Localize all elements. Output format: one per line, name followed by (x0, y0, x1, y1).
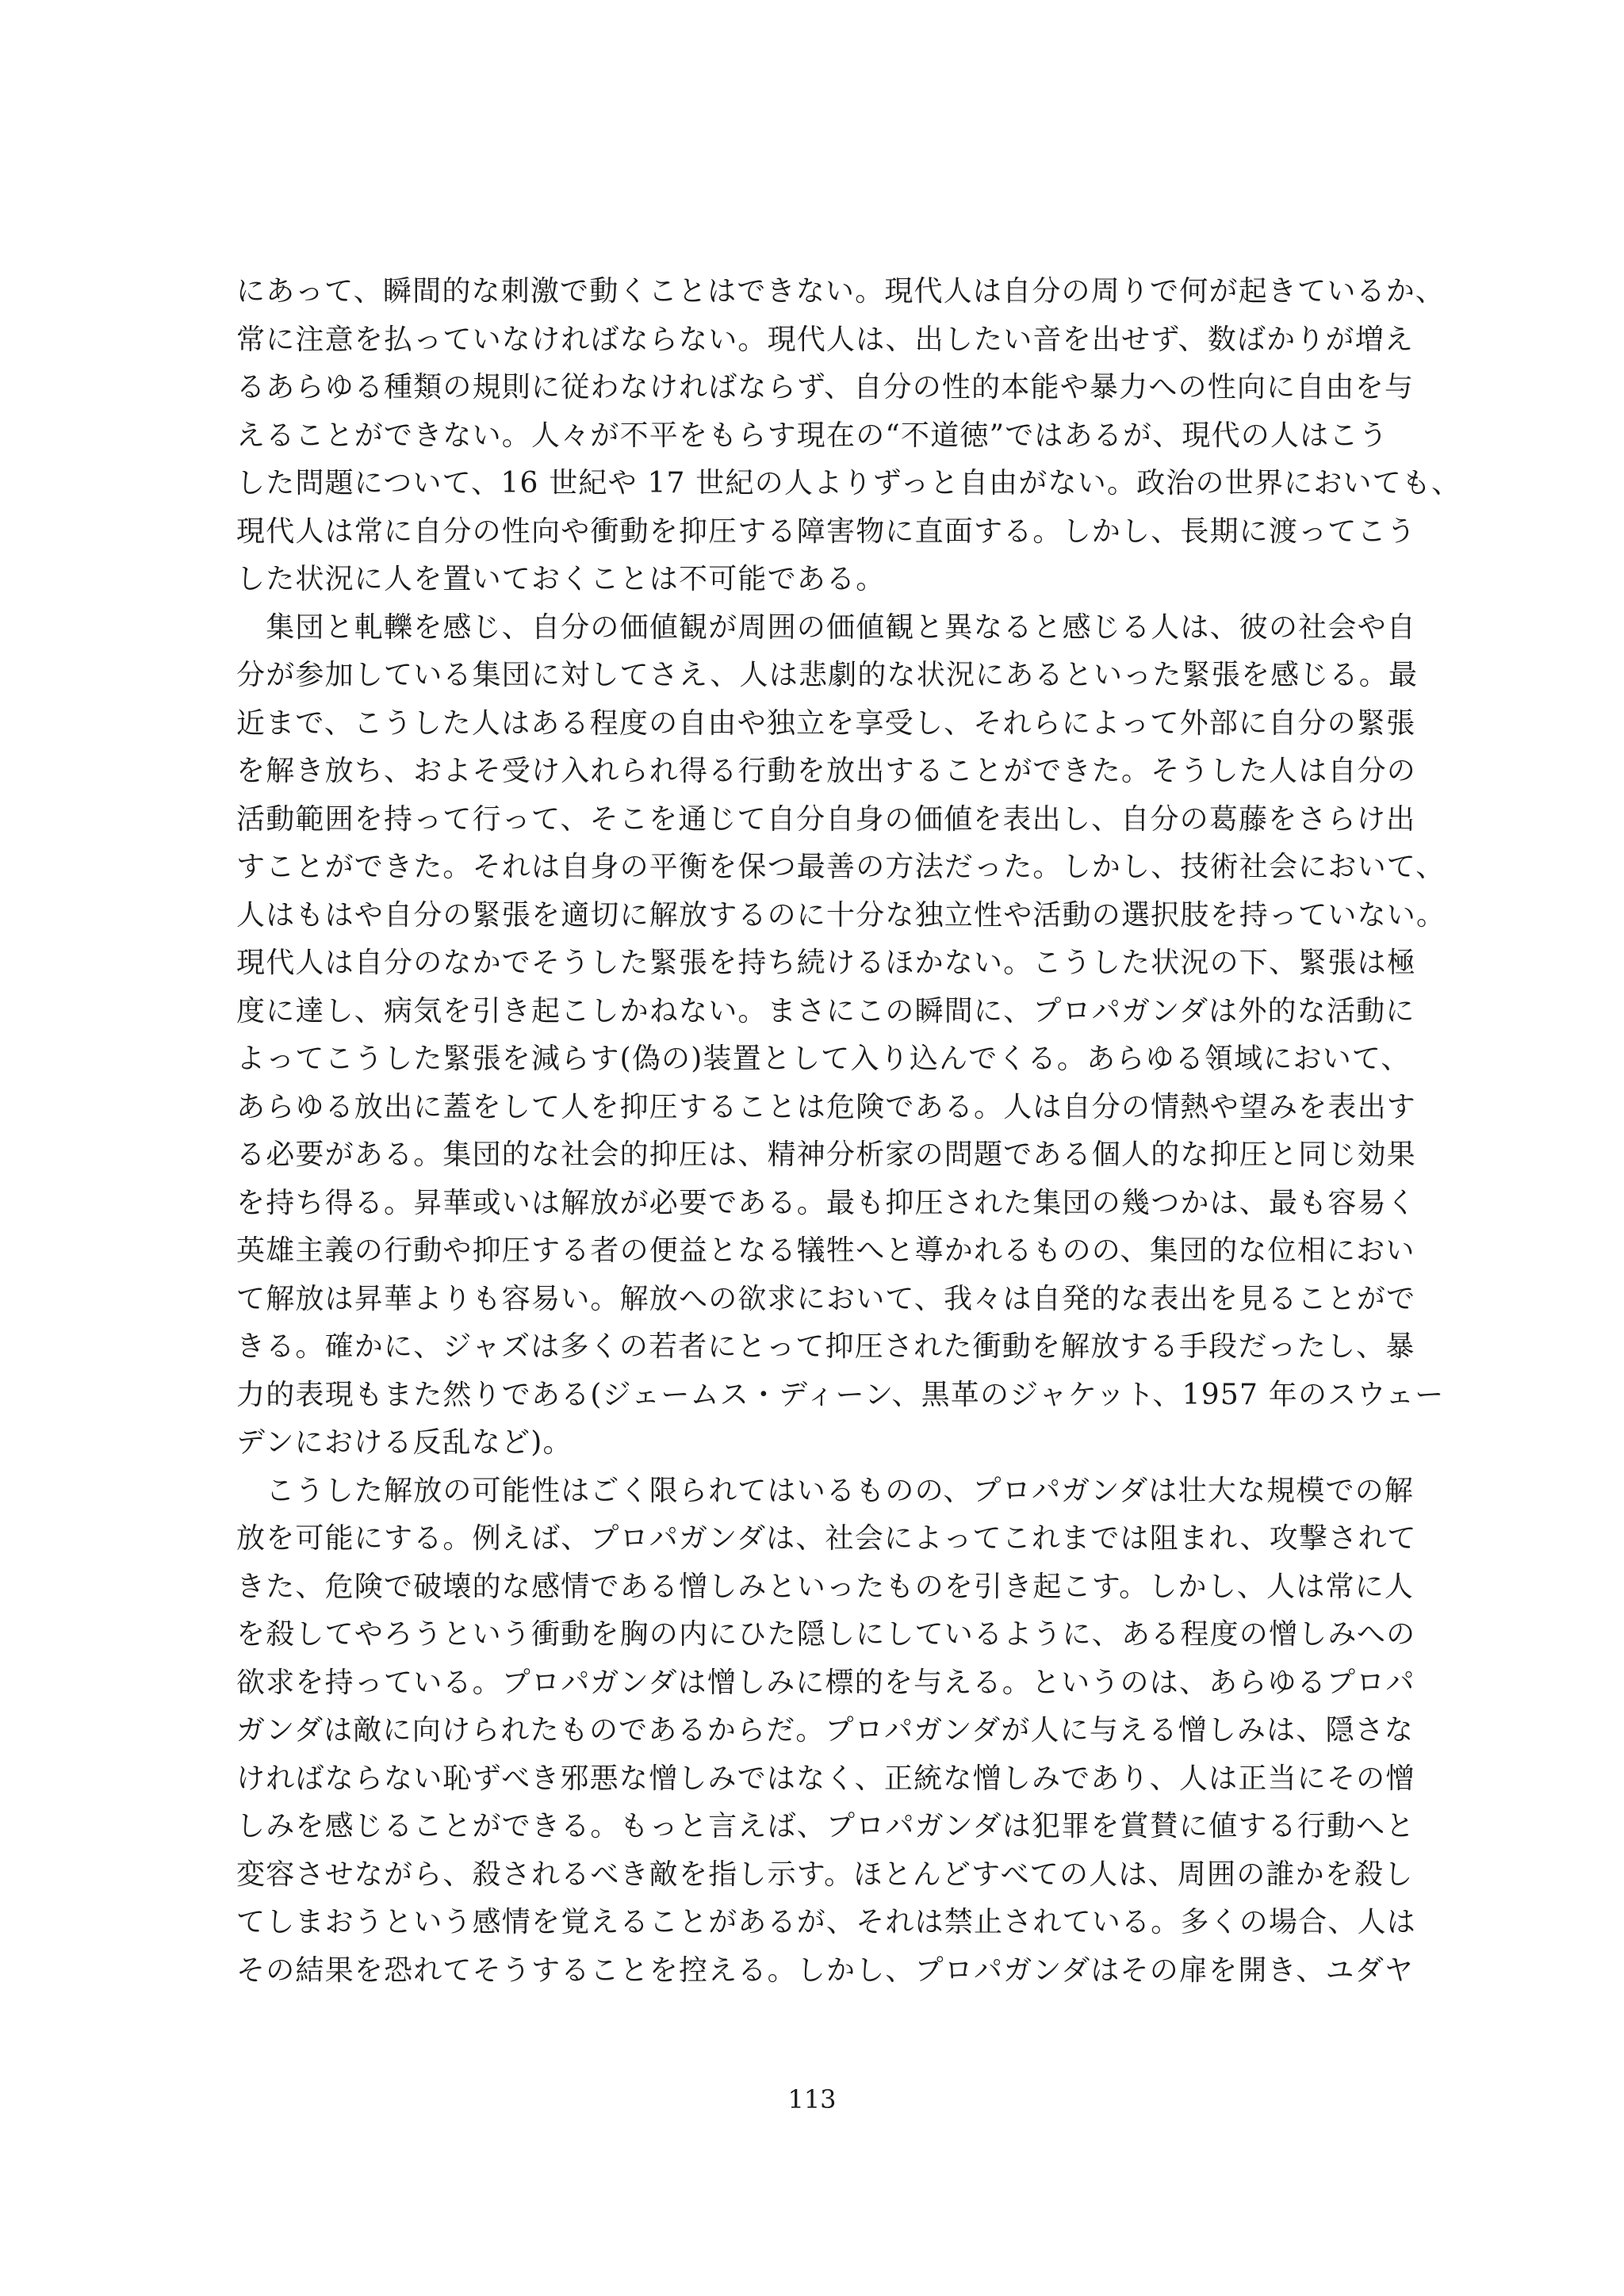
page-number: 113 (787, 2084, 837, 2114)
text-line: よってこうした緊張を減らす(偽の)装置として入り込んでくる。あらゆる領域において、 (236, 1043, 1411, 1075)
text-line: 欲求を持っている。プロパガンダは憎しみに標的を与える。というのは、あらゆるプロパ (236, 1666, 1415, 1699)
text-line: にあって、瞬間的な刺激で動くことはできない。現代人は自分の周りで何が起きているか、 (236, 275, 1446, 308)
text-line: る必要がある。集団的な社会的抑圧は、精神分析家の問題である個人的な抑圧と同じ効果 (236, 1138, 1417, 1171)
text-line: ければならない恥ずべき邪悪な憎しみではなく、正統な憎しみであり、人は正当にその憎 (236, 1762, 1415, 1795)
text-line: るあらゆる種類の規則に従わなければならず、自分の性的本能や暴力への性向に自由を与 (236, 371, 1415, 404)
text-line: 英雄主義の行動や抑圧する者の便益となる犠牲へと導かれるものの、集団的な位相におい (236, 1234, 1415, 1267)
text-line: て解放は昇華よりも容易い。解放への欲求において、我々は自発的な表出を見ることがで (236, 1282, 1416, 1315)
text-line: した状況に人を置いておくことは不可能である。 (236, 563, 886, 595)
text-line: 現代人は常に自分の性向や衝動を抑圧する障害物に直面する。しかし、長期に渡ってこう (236, 515, 1417, 548)
text-line: を殺してやろうという衝動を胸の内にひた隠しにしているように、ある程度の憎しみへの (236, 1618, 1416, 1651)
text-line: を解き放ち、およそ受け入れられ得る行動を放出することができた。そうした人は自分の (236, 755, 1417, 787)
text-line: 放を可能にする。例えば、プロパガンダは、社会によってこれまでは阻まれ、攻撃されて (236, 1522, 1417, 1555)
text-line: 集団と軋轢を感じ、自分の価値観が周囲の価値観と異なると感じる人は、彼の社会や自 (236, 610, 1417, 644)
text-line: 分が参加している集団に対してさえ、人は悲劇的な状況にあるといった緊張を感じる。最 (236, 659, 1419, 691)
body-text (236, 268, 1461, 1995)
text-line: した問題について、16 世紀や 17 世紀の人よりずっと自由がない。政治の世界においても、 (236, 467, 1461, 499)
text-line: きた、危険で破壊的な感情である憎しみといったものを引き起こす。しかし、人は常に人 (236, 1570, 1415, 1603)
text-line: 現代人は自分のなかでそうした緊張を持ち続けるほかない。こうした状況の下、緊張は極 (236, 947, 1417, 979)
text-line: その結果を恐れてそうすることを控える。しかし、プロパガンダはその扉を開き、ユダヤ (236, 1954, 1415, 1987)
text-line: 力的表現もまた然りである(ジェームス・ディーン、黒革のジャケット、1957 年のスウェー (236, 1378, 1445, 1411)
text-line: すことができた。それは自身の平衡を保つ最善の方法だった。しかし、技術社会において、 (236, 851, 1446, 883)
text-line: ガンダは敵に向けられたものであるからだ。プロパガンダが人に与える憎しみは、隠さな (236, 1714, 1415, 1747)
text-line: てしまおうという感情を覚えることがあるが、それは禁止されている。多くの場合、人は (236, 1906, 1417, 1938)
text-line: 度に達し、病気を引き起こしかねない。まさにこの瞬間に、プロパガンダは外的な活動に (236, 994, 1415, 1027)
text-line: 近まで、こうした人はある程度の自由や独立を享受し、それらによって外部に自分の緊張 (236, 706, 1416, 740)
text-line: を持ち得る。昇華或いは解放が必要である。最も抑圧された集団の幾つかは、最も容易く (236, 1186, 1417, 1219)
text-line: きる。確かに、ジャズは多くの若者にとって抑圧された衝動を解放する手段だったし、暴 (236, 1330, 1415, 1363)
text-line: しみを感じることができる。もっと言えば、プロパガンダは犯罪を賞賛に値する行動へと (236, 1810, 1415, 1843)
text-line: こうした解放の可能性はごく限られてはいるものの、プロパガンダは壮大な規模での解 (236, 1474, 1415, 1507)
text-line: デンにおける反乱など)。 (236, 1426, 573, 1459)
text-line: えることができない。人々が不平をもらす現在の“不道徳”ではあるが、現代の人はこう (236, 419, 1388, 452)
text-line: 変容させながら、殺されるべき敵を指し示す。ほとんどすべての人は、周囲の誰かを殺し (236, 1858, 1414, 1891)
text-line: 常に注意を払っていなければならない。現代人は、出したい音を出せず、数ばかりが増え (236, 323, 1415, 356)
text-line: 活動範囲を持って行って、そこを通じて自分自身の価値を表出し、自分の葛藤をさらけ出 (236, 802, 1416, 836)
text-line: 人はもはや自分の緊張を適切に解放するのに十分な独立性や活動の選択肢を持っていない。 (236, 898, 1446, 932)
text-line: あらゆる放出に蓋をして人を抑圧することは危険である。人は自分の情熱や望みを表出す (236, 1090, 1417, 1123)
